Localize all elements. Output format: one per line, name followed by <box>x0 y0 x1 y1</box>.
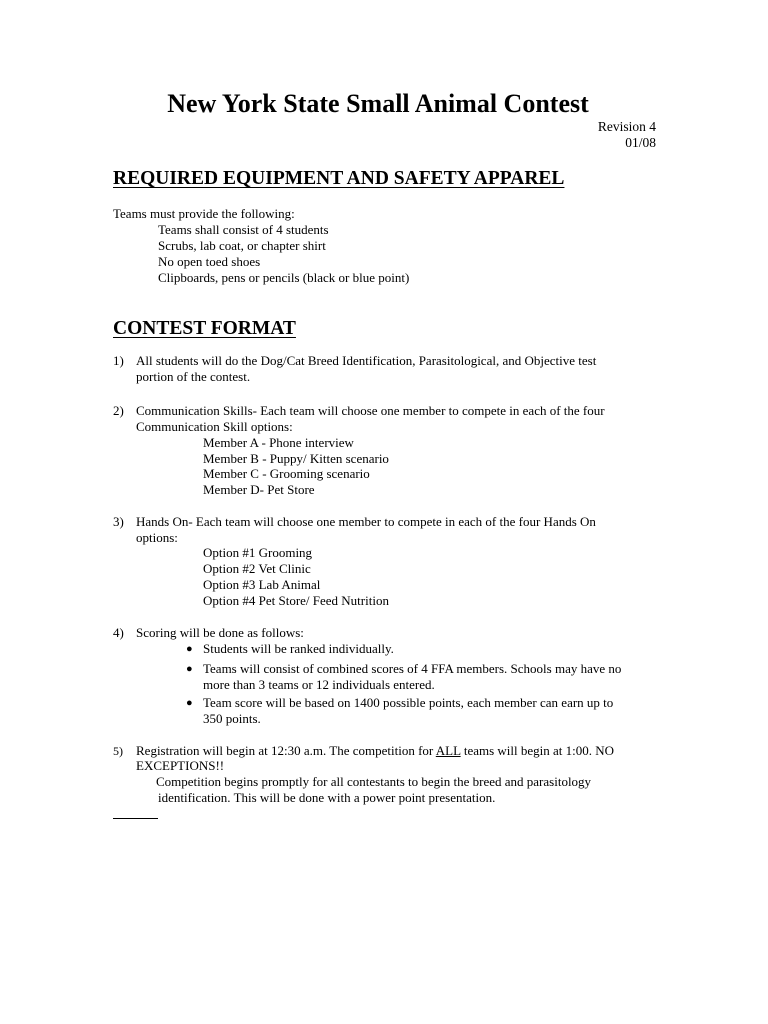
document-title: New York State Small Animal Contest <box>167 89 589 118</box>
item-number: 2) <box>113 403 124 418</box>
item-5-line: Competition begins promptly for all contestants to begin the breed and parasitology <box>156 774 592 789</box>
item-5-emphasis: ALL <box>435 743 461 758</box>
item-3-line: Hands On- Each team will choose one member to compete in each of the four Hands On <box>136 514 596 529</box>
hands-on-option: Option #3 Lab Animal <box>203 577 321 592</box>
item-number: 4) <box>113 625 124 640</box>
scoring-bullet-text: 350 points. <box>203 711 261 726</box>
item-1-line: portion of the contest. <box>136 369 251 384</box>
format-heading: CONTEST FORMAT <box>113 318 296 339</box>
equipment-item: No open toed shoes <box>158 254 261 269</box>
bullet-icon: ● <box>186 697 193 709</box>
equipment-item: Teams shall consist of 4 students <box>158 222 329 237</box>
hands-on-option: Option #4 Pet Store/ Feed Nutrition <box>203 593 389 608</box>
hands-on-option: Option #2 Vet Clinic <box>203 561 311 576</box>
item-5-line <box>136 743 614 759</box>
equipment-item: Scrubs, lab coat, or chapter shirt <box>158 238 326 253</box>
item-4-line: Scoring will be done as follows: <box>136 625 304 640</box>
item-3-line: options: <box>136 530 178 545</box>
communication-option: Member C - Grooming scenario <box>203 466 370 481</box>
item-number: 1) <box>113 353 124 368</box>
item-number: 5) <box>113 744 123 758</box>
item-5-line: identification. This will be done with a power point presentation. <box>158 790 496 805</box>
hands-on-option: Option #1 Grooming <box>203 545 313 560</box>
item-5-text: Registration will begin at 12:30 a.m. The competition for <box>136 743 436 758</box>
equipment-item: Clipboards, pens or pencils (black or blue point) <box>158 270 410 285</box>
scoring-bullet-text: Students will be ranked individually. <box>203 641 394 656</box>
bullet-icon: ● <box>186 643 193 655</box>
revision-date: 01/08 <box>625 135 656 150</box>
scoring-bullet-text: Team score will be based on 1400 possible points, each member can earn up to <box>203 695 614 710</box>
equipment-intro: Teams must provide the following: <box>113 206 295 221</box>
communication-option: Member A - Phone interview <box>203 435 354 450</box>
communication-option: Member D- Pet Store <box>203 482 315 497</box>
revision-label: Revision 4 <box>597 119 656 134</box>
item-2-line: Communication Skill options: <box>136 419 293 434</box>
item-1-line: All students will do the Dog/Cat Breed Identification, Parasitological, and Objective test <box>136 353 597 368</box>
equipment-heading: REQUIRED EQUIPMENT AND SAFETY APPAREL <box>113 168 565 189</box>
communication-option: Member B - Puppy/ Kitten scenario <box>203 451 389 466</box>
bullet-icon: ● <box>186 663 193 675</box>
scoring-bullet-text: Teams will consist of combined scores of 4 FFA members. Schools may have no <box>203 661 622 676</box>
scoring-bullet-text: more than 3 teams or 12 individuals entered. <box>203 677 435 692</box>
bottom-divider <box>113 818 158 819</box>
item-5-line: EXCEPTIONS!! <box>136 758 225 773</box>
item-2-line: Communication Skills- Each team will choose one member to compete in each of the four <box>136 403 605 418</box>
item-number: 3) <box>113 514 124 529</box>
item-5-text: teams will begin at 1:00. NO <box>460 743 615 758</box>
